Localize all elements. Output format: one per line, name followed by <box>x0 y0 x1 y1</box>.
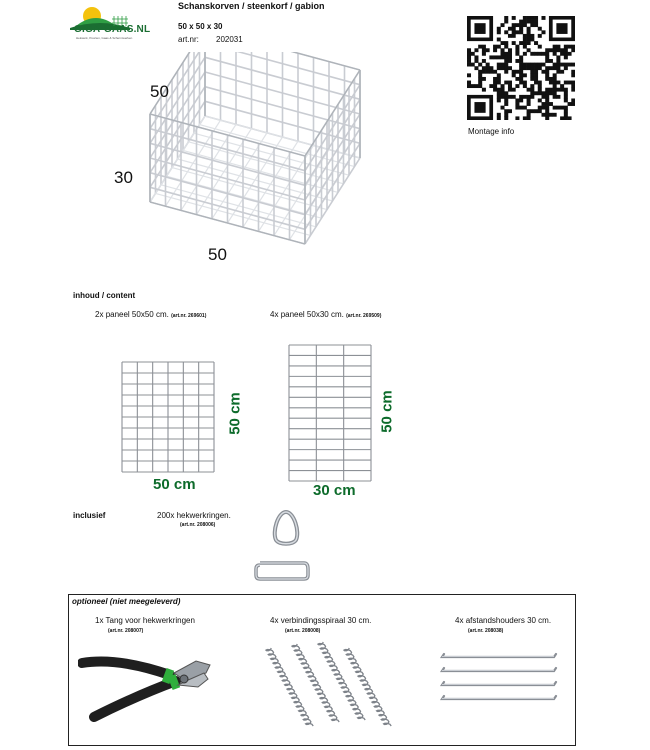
spacers-image <box>436 648 566 710</box>
inclusief-artnr: (art.nr. 208006) <box>180 522 216 528</box>
optional-heading: optioneel (niet meegeleverd) <box>72 597 181 606</box>
panel2-height-label: 50 cm <box>378 390 396 433</box>
dimension-width: 50 <box>208 245 227 264</box>
artnr-label: art.nr: <box>178 35 199 44</box>
optional-item1-label: Tang voor hekwerkringen <box>105 616 195 625</box>
content-item1-artnr: (art.nr. 269601) <box>171 313 207 319</box>
inclusief-item <box>157 511 231 520</box>
ring-open-image <box>252 557 312 585</box>
optional-item1-qty: 1x <box>95 616 104 625</box>
optional-item1-artnr: (art.nr. 208007) <box>108 628 144 634</box>
qr-caption: Montage info <box>468 127 515 136</box>
panel2-width-label: 30 cm <box>313 482 356 499</box>
optional-item3-artnr: (art.nr. 208038) <box>468 628 504 634</box>
inclusief-heading: inclusief <box>73 511 106 520</box>
content-heading: inhoud / content <box>73 291 136 300</box>
inclusief-qty: 200x <box>157 511 175 520</box>
inclusief-label: hekwerkringen. <box>176 511 231 520</box>
content-item2-qty: 4x <box>270 310 279 319</box>
optional-item2-label: verbindingsspiraal 30 cm. <box>280 616 372 625</box>
product-size: 50 x 50 x 30 <box>178 22 223 31</box>
ring-closed-image <box>268 508 304 548</box>
panel1-width-label: 50 cm <box>153 476 196 493</box>
optional-item1 <box>95 616 195 625</box>
pliers-image <box>78 645 218 725</box>
artnr-value: 202031 <box>216 35 243 44</box>
spirals-image <box>262 640 402 730</box>
dimension-height: 30 <box>114 168 133 187</box>
logo-brand-text: GIGA-GAAS.NL <box>74 24 151 35</box>
content-item2-artnr: (art.nr. 269509) <box>346 313 382 319</box>
optional-item2-artnr: (art.nr. 208008) <box>285 628 321 634</box>
content-item2-label: paneel 50x30 cm. <box>280 310 344 319</box>
optional-item2 <box>270 616 371 625</box>
product-title: Schanskorven / steenkorf / gabion <box>178 1 325 11</box>
dimension-depth: 50 <box>150 82 169 101</box>
panel-50x50-image <box>118 358 218 476</box>
content-item1-qty: 2x <box>95 310 104 319</box>
qr-code[interactable] <box>467 16 575 120</box>
panel1-height-label: 50 cm <box>226 392 244 435</box>
optional-item2-qty: 4x <box>270 616 279 625</box>
optional-item3 <box>455 616 551 625</box>
panel-50x30-image <box>285 343 375 483</box>
content-item2 <box>270 310 381 319</box>
optional-item3-label: afstandshouders 30 cm. <box>465 616 552 625</box>
content-item1-label: paneel 50x50 cm. <box>105 310 169 319</box>
optional-item3-qty: 4x <box>455 616 464 625</box>
logo-tagline: Hekwerk, Poorten, Gaas & Schermwerken <box>76 36 133 40</box>
content-item1 <box>95 310 206 319</box>
